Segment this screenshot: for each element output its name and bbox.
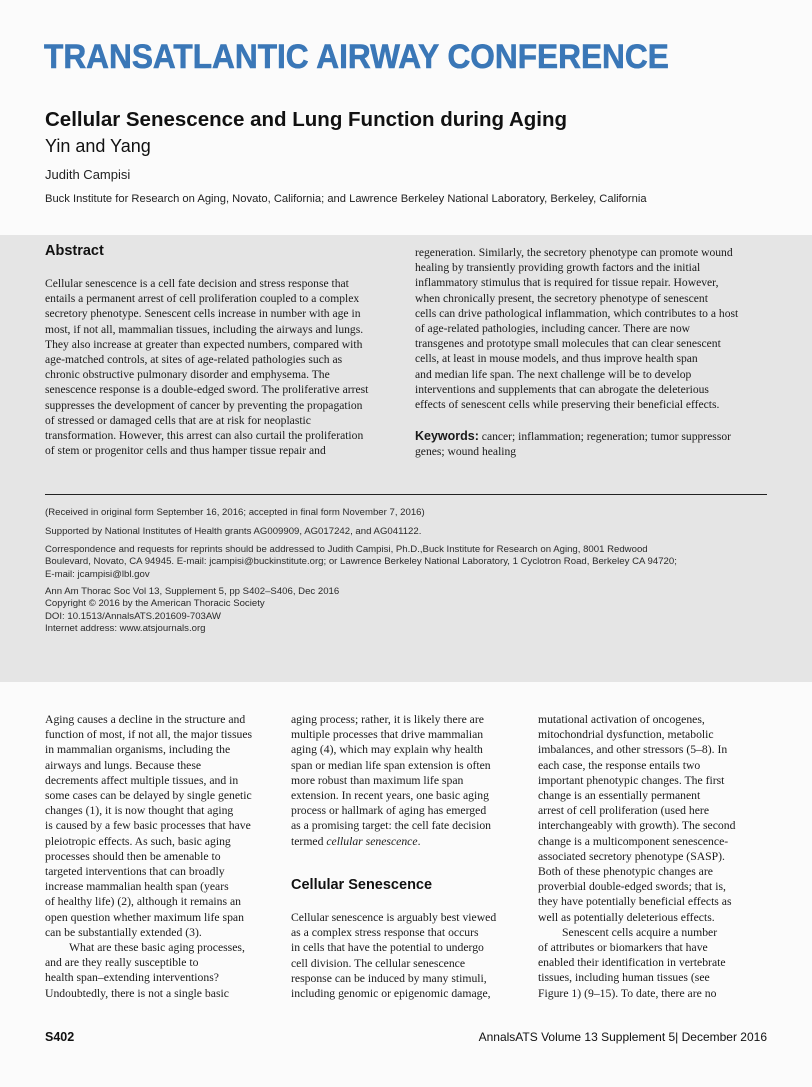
body-line: of healthy life) (2), although it remains an <box>45 895 242 909</box>
abstract-line: inflammatory stimulus that is required for tissue repair. However, <box>415 276 719 290</box>
abstract-line: when chronically present, the secretory phenotype of senescent <box>415 291 708 305</box>
abstract-heading: Abstract <box>45 243 104 259</box>
body-line: in mammalian organisms, including the <box>45 743 231 757</box>
abstract-line: and median life span. The next challenge will be to develop <box>415 367 692 381</box>
body-line: associated secretory phenotype (SASP). <box>538 849 725 863</box>
body-line: Figure 1) (9–15). To date, there are no <box>538 986 717 1000</box>
body-line: multiple processes that drive mammalian <box>291 728 484 742</box>
body-line: enabled their identification in vertebrate <box>538 956 726 970</box>
conference-banner: TRANSATLANTIC AIRWAY CONFERENCE <box>44 38 669 76</box>
body-line: decrements affect multiple tissues, and in <box>45 773 239 787</box>
citation-info <box>45 586 339 636</box>
body-line: What are these basic aging processes, <box>69 941 245 955</box>
body-line: as a promising target: the cell fate decision <box>291 819 492 833</box>
citation-line: Copyright © 2016 by the American Thoracic Society <box>45 598 265 610</box>
section-heading-cellular-senescence: Cellular Senescence <box>291 877 433 893</box>
body-line: each case, the response entails two <box>538 758 701 772</box>
abstract-line: healing by transiently providing growth factors and the initial <box>415 261 701 275</box>
correspondence-line: E-mail: jcampisi@lbl.gov <box>45 568 150 580</box>
body-line: open question whether maximum life span <box>45 910 244 924</box>
abstract-line: of stressed or damaged cells that are at risk for neoplastic <box>45 413 311 427</box>
abstract-left-column <box>45 276 405 458</box>
body-text: termed <box>291 834 327 848</box>
author-name: Judith Campisi <box>45 167 131 182</box>
author-affiliation: Buck Institute for Research on Aging, Novato, California; and Lawrence Berkeley National Laboratory, Berkeley, California <box>45 193 647 205</box>
body-line: processes should then be amenable to <box>45 849 221 863</box>
body-line: function of most, if not all, the major tissues <box>45 728 253 742</box>
body-line: Cellular senescence is arguably best viewed <box>291 911 497 924</box>
body-line: aging (4), which may explain why health <box>291 743 483 757</box>
received-dates: (Received in original form September 16, 2016; accepted in final form November 7, 2016) <box>45 507 425 518</box>
abstract-right-column <box>415 245 770 412</box>
body-line: proverbial double-edged swords; that is, <box>538 880 726 894</box>
keywords <box>415 429 770 459</box>
body-line: cell division. The cellular senescence <box>291 956 466 970</box>
citation-line: Internet address: www.atsjournals.org <box>45 623 206 635</box>
abstract-line: interventions and supplements that can abrogate the deleterious <box>415 382 709 396</box>
correspondence-line: Correspondence and requests for reprints should be addressed to Judith Campisi, Ph.D.,Buck Institute for Research on Aging, 8001 Redwood <box>45 544 648 555</box>
body-line: change is an essentially permanent <box>538 789 701 803</box>
body-line: response can be induced by many stimuli, <box>291 971 487 985</box>
citation-line: DOI: 10.1513/AnnalsATS.201609-703AW <box>45 610 221 622</box>
body-text: . <box>417 834 421 848</box>
body-line: Senescent cells acquire a number <box>562 925 718 939</box>
abstract-line: of stem or progenitor cells and thus hamper tissue repair and <box>45 444 326 458</box>
body-line: more robust than maximum life span <box>291 773 464 787</box>
body-line: Both of these phenotypic changes are <box>538 865 713 879</box>
body-line: targeted interventions that can broadly <box>45 865 225 879</box>
body-line: changes (1), it is now thought that aging <box>45 804 234 818</box>
article-title: Cellular Senescence and Lung Function during Aging <box>45 108 568 131</box>
body-line: Undoubtedly, there is not a single basic <box>45 986 229 1000</box>
body-line: airways and lungs. Because these <box>45 758 202 772</box>
body-line: some cases can be delayed by single genetic <box>45 789 252 803</box>
body-line: pleiotropic effects. As such, basic aging <box>45 834 231 848</box>
body-line: mutational activation of oncogenes, <box>538 713 705 726</box>
abstract-line: suppresses the development of cancer by preventing the propagation <box>45 398 363 412</box>
body-column-2 <box>291 712 491 849</box>
abstract-line: effects of senescent cells while preserving their beneficial effects. <box>415 398 720 412</box>
body-line: span or median life span extension is often <box>291 758 491 772</box>
journal-footer: AnnalsATS Volume 13 Supplement 5| December 2016 <box>478 1030 767 1044</box>
body-line <box>291 834 491 849</box>
body-column-3 <box>538 712 735 1001</box>
body-line: extension. In recent years, one basic aging <box>291 789 489 803</box>
body-line: including genomic or epigenomic damage, <box>291 987 491 1001</box>
italic-term: cellular senescence <box>326 834 418 848</box>
abstract-line: chronic obstructive pulmonary disorder and emphysema. The <box>45 368 330 382</box>
article-subtitle: Yin and Yang <box>45 136 151 156</box>
abstract-line: entails a permanent arrest of cell proliferation coupled to a complex <box>45 292 360 306</box>
body-line: they have potentially beneficial effects as <box>538 895 732 909</box>
citation-line: Ann Am Thorac Soc Vol 13, Supplement 5, pp S402–S406, Dec 2016 <box>45 586 340 597</box>
abstract-line: transformation. However, this arrest can also curtail the proliferation <box>45 429 364 443</box>
body-line: interchangeably with growth). The second <box>538 819 736 833</box>
body-line: process or hallmark of aging has emerged <box>291 804 487 818</box>
abstract-line: regeneration. Similarly, the secretory phenotype can promote wound <box>415 246 733 259</box>
body-line: is caused by a few basic processes that have <box>45 819 251 833</box>
funding-statement: Supported by National Institutes of Health grants AG009909, AG017242, and AG041122. <box>45 526 422 537</box>
abstract-line: of age-related pathologies, including cancer. There are now <box>415 322 691 336</box>
body-column-1 <box>45 712 252 1001</box>
body-line: as a complex stress response that occurs <box>291 926 479 940</box>
abstract-line: senescence response is a double-edged sword. The proliferative arrest <box>45 383 369 397</box>
body-line: mitochondrial dysfunction, metabolic <box>538 728 714 742</box>
keywords-list: cancer; inflammation; regeneration; tumor suppressor <box>478 430 731 443</box>
keywords-list-cont: genes; wound healing <box>415 445 517 459</box>
abstract-line: cells, at least in mouse models, and thus improve health span <box>415 352 698 366</box>
abstract-line: transgenes and prototype small molecules that can clear senescent <box>415 337 721 351</box>
body-line: can be substantially extended (3). <box>45 925 202 939</box>
abstract-line: age-matched controls, at sites of age-related pathologies such as <box>45 353 343 367</box>
section-divider <box>45 494 767 495</box>
abstract-line: cells can drive pathological inflammation, which contributes to a host <box>415 306 739 320</box>
body-line: in cells that have the potential to undergo <box>291 941 484 955</box>
body-line: imbalances, and other stressors (5–8). In <box>538 743 728 757</box>
body-line: tissues, including human tissues (see <box>538 971 710 985</box>
body-line: aging process; rather, it is likely there are <box>291 713 484 726</box>
correspondence-line: Boulevard, Novato, CA 94945. E-mail: jcampisi@buckinstitute.org; or Lawrence Berkeley National Laboratory, 1 Cyclotron Road, Berkeley CA 94720; <box>45 556 677 568</box>
abstract-line: most, if not all, mammalian tissues, including the airways and lungs. <box>45 322 364 336</box>
body-column-2-section <box>291 910 496 1001</box>
body-line: change is a multicomponent senescence- <box>538 834 729 848</box>
body-line: Aging causes a decline in the structure and <box>45 713 246 726</box>
body-line: health span–extending interventions? <box>45 971 219 985</box>
page-number: S402 <box>45 1030 75 1044</box>
abstract-line: Cellular senescence is a cell fate decision and stress response that <box>45 277 349 290</box>
abstract-line: secretory phenotype. Senescent cells increase in number with age in <box>45 307 361 321</box>
body-line: well as potentially deleterious effects. <box>538 910 715 924</box>
body-line: arrest of cell proliferation (used here <box>538 804 710 818</box>
keywords-label: Keywords: <box>415 429 479 443</box>
body-line: and are they really susceptible to <box>45 956 199 970</box>
abstract-line: They also increase at greater than expected numbers, compared with <box>45 337 363 351</box>
body-line: increase mammalian health span (years <box>45 880 229 894</box>
correspondence-info <box>45 544 677 581</box>
body-line: of attributes or biomarkers that have <box>538 941 708 955</box>
body-line: important phenotypic changes. The first <box>538 773 725 787</box>
